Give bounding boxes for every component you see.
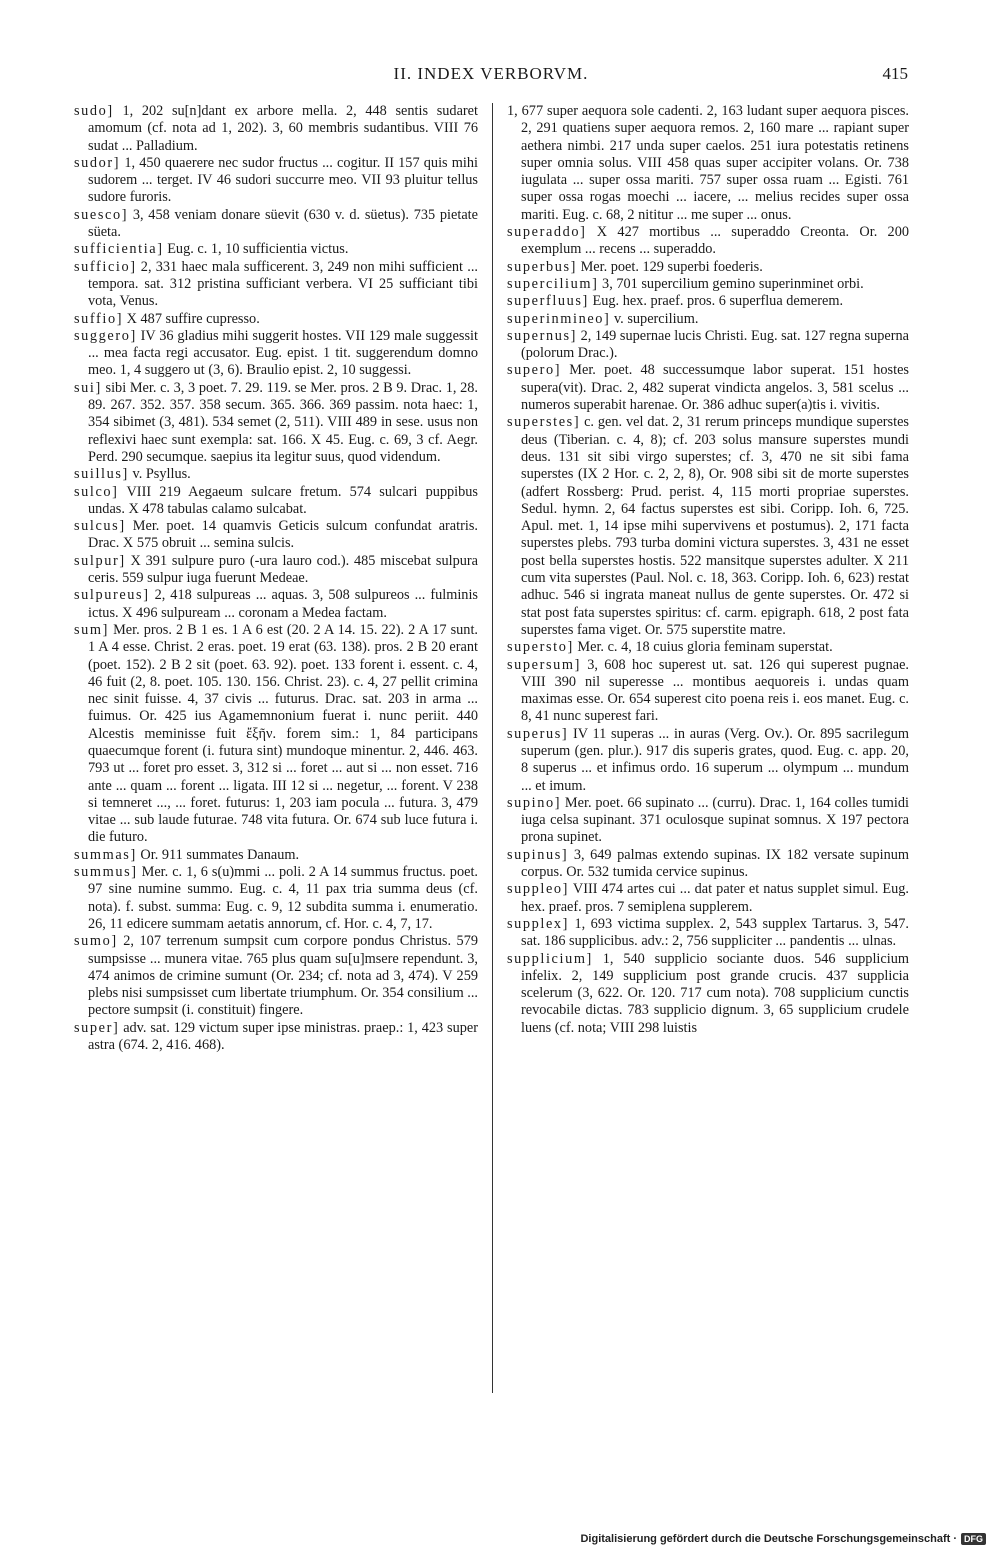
index-entry: [74, 518, 478, 553]
index-entry: [507, 951, 909, 1037]
index-entry: [74, 328, 478, 380]
headword: supino]: [507, 794, 562, 811]
index-entry: [507, 795, 909, 847]
index-entry: [74, 933, 478, 1019]
entry-text: Mer. poet. 14 quamvis Geticis sulcum confundat aratris. Drac. X 575 obruit ... semina sulcis.: [88, 518, 478, 552]
index-entry: [74, 622, 478, 847]
index-entry: [507, 293, 909, 310]
index-entry: [507, 847, 909, 882]
headword: supernus]: [507, 327, 577, 344]
headword: superstes]: [507, 414, 581, 431]
index-entry: [74, 587, 478, 622]
entry-text: v. Psyllus.: [128, 466, 191, 483]
footer-text: Digitalisierung gefördert durch die Deutsche Forschungsgemeinschaft ·: [580, 1533, 957, 1545]
index-entry: [74, 241, 478, 258]
entry-text: 3, 649 palmas extendo supinas. IX 182 versate supinum corpus. Or. 532 tumida cervice supinus.: [521, 846, 909, 881]
headword: sudo]: [74, 103, 114, 119]
entry-text: 1, 677 super aequora sole cadenti. 2, 163 ludant super aequora pisces. 2, 291 quatiens super aequora remos. 2, 160 mare ... rapiant super aethera nimbi. 217 unda super caelos. 251 iura potestatis retinens super omnia solus. VIII 458 quas super accipiter volans. Or. 738 iugulata ... super ossa mariti. 757 super ossa ruam ... Egisti. 761 super ossa rogas moechi ... iacere, ... melius recides super ossa mariti. Eug. c. 68, 2 nititur ... me super ... onus.: [507, 103, 909, 223]
index-entry: [507, 276, 909, 293]
entry-text: sibi Mer. c. 3, 3 poet. 7. 29. 119. se Mer. pros. 2 B 9. Drac. 1, 28. 89. 267. 352. 357. 358 secum. 365. 366. 369 passim. nota haec: 1, 354 sibimet (3, 481). 534 semet (2, 511). VIII 489 in sese. usus non reflexivi haec sunt exempla: sat. 166. X 45. Eug. c. 69, 3 cf. Aegr. Perd. 290 secumque. saepius ita legitur suus, quod videndum.: [88, 379, 478, 465]
headword: suesco]: [74, 206, 129, 223]
index-entry: [507, 224, 909, 259]
index-entry: [74, 311, 478, 328]
column-divider: [492, 103, 493, 1393]
entry-text: Mer. poet. 66 supinato ... (curru). Drac. 1, 164 colles tumidi iuga celsa supinant. 371 oculosque supinat somnus. X 197 pectora prona supinet.: [521, 794, 909, 846]
headword: sulpur]: [74, 552, 126, 569]
entry-text: X 391 sulpure puro (-ura lauro cod.). 485 miscebat sulpura ceris. 559 sulpur iuga fuerunt Medeae.: [88, 552, 478, 587]
entry-text: 2, 331 haec mala sufficerent. 3, 249 non mihi sufficient ... tempora. sat. 312 pristina sufficiant verbera. VI 25 sufficiant tibi vota, Venus.: [88, 258, 478, 310]
index-entry: [507, 259, 909, 276]
headword: suggero]: [74, 327, 137, 344]
index-entry: [507, 726, 909, 795]
index-entry: [74, 380, 478, 466]
left-column: [74, 103, 478, 1054]
index-entry: [74, 553, 478, 588]
headword: superbus]: [507, 258, 577, 275]
index-entry: [507, 881, 909, 916]
headword: sufficio]: [74, 258, 137, 275]
headword: supersum]: [507, 656, 581, 673]
entry-text: 3, 701 supercilium gemino superinminet orbi.: [598, 275, 864, 292]
headword: summus]: [74, 864, 138, 881]
entry-text: X 487 suffire cupresso.: [123, 310, 260, 327]
index-entry: [507, 311, 909, 328]
entry-text: Mer. c. 4, 18 cuius gloria feminam superstat.: [573, 639, 833, 656]
entry-text: Mer. pros. 2 B 1 es. 1 A 6 est (20. 2 A 14. 15. 22). 2 A 17 sunt. 1 A 4 esse. Christ. 2 eras. poet. 19 erat (63. 138). pros. 2 B 20 erant (poet. 152). 2 B 2 sit (poet. 63. 92). poet. 133 forent i. essent. c. 4, 46 fuit (2, 8. poet. 105. 130. 156. Christ. 23). c. 4, 27 pellit crimina nec sinit fuisse. 4, 37 civis ... futurus. Drac. sat. 203 in arma ... fuimus. Or. 425 ius Agamemnonium fuerat i. nunc periit. 440 Alcestis meminisse fuit ἔξῆν. forem sim.: 1, 84 participans quaecumque forent (i. futura sint) mundoque minentur. 2, 446. 463. 793 ut ... foret pro esset. 3, 312 si ... foret ... aut si ... non esset. 716 ante ... quam ... forent ... ligata. III 12 si ... negetur, ... forent. V 238 si temneret ..., ... foret. futurus: 1, 203 iam pocula ... futura. 3, 479 vitae ... sub laude futurae. 748 vita futura. Or. 674 sub luce futura i. die futuro.: [88, 621, 478, 846]
headword: sum]: [74, 621, 109, 638]
headword: superinmineo]: [507, 310, 611, 327]
index-entry: [74, 103, 478, 155]
index-entry: [507, 414, 909, 639]
entry-text: 1, 693 victima supplex. 2, 543 supplex Tartarus. 3, 547. sat. 186 supplicibus. adv.: 2, 756 suppliciter ... pandentis ... ulnas.: [521, 915, 909, 950]
headword: sudor]: [74, 154, 121, 171]
entry-text: 2, 107 terrenum sumpsit cum corpore pondus Christus. 579 sumpsisse ... munera vitae. 765 plus quam su[u]msere rependunt. 3, 474 animos de crimine sumunt (Or. 234; cf. nota ad 3, 474). V 259 plebs nisi sumpsisset cum libertate triumphum. Or. 354 consilium ... pectore sumpsit (i. constituit) fingere.: [88, 933, 478, 1019]
entry-text: Eug. hex. praef. pros. 6 superflua demerem.: [588, 293, 844, 310]
headword: sufficientia]: [74, 241, 164, 258]
footer-credit: [580, 1533, 986, 1545]
headword: superaddo]: [507, 224, 587, 241]
index-entry: [74, 484, 478, 519]
index-entry: [74, 847, 478, 864]
entry-text: Mer. c. 1, 6 s(u)mmi ... poli. 2 A 14 summus fructus. poet. 97 sine numine summo. Eug. c. 4, 11 pax tria summa deus (cf. nota). f. subst. summa: Eug. c. 9, 12 subdita summa i. enumeratio. 26, 11 edicere summam aetatis annorum, cf. Hor. c. 4, 7, 17.: [88, 864, 478, 932]
entry-text: 3, 608 hoc superest ut. sat. 126 qui superest pugnae. VIII 390 nil superesse ... montibus aequoreis i. undas quam maximas esse. Or. 654 superest cito poena reis i. eos manet. Eug. c. 8, 41 nunc superest fari.: [521, 656, 909, 725]
entry-text: X 427 mortibus ... superaddo Creonta. Or. 200 exemplum ... recens ... superaddo.: [521, 224, 909, 258]
headword: supinus]: [507, 846, 569, 863]
entry-text: Eug. c. 1, 10 sufficientia victus.: [163, 241, 349, 258]
headword: supplicium]: [507, 950, 593, 967]
index-entry: [507, 328, 909, 363]
entry-text: IV 36 gladius mihi suggerit hostes. VII 129 male suggessit ... mea facta regi accusator. Eug. epist. 1 tit. suggerendum domno meo. 1, 4 suggero ut (3, 6). Braulio epist. 2, 10 suggessi.: [88, 327, 478, 379]
section-title: II. INDEX VERBORVM.: [393, 64, 589, 83]
page-number: 415: [882, 64, 908, 83]
entry-text: 1, 450 quaerere nec sudor fructus ... cogitur. II 157 quis mihi sudorem ... terget. IV 46 sudori succurre meo. VII 93 pluitur tellus sudore furoris.: [88, 154, 478, 206]
index-entry: [74, 155, 478, 207]
headword: super]: [74, 1019, 120, 1036]
entry-text: c. gen. vel dat. 2, 31 rerum princeps mundique superstes deus (Tiberian. c. 4, 8); cf. 203 solus mansure superstes mundi deus. 131 sit sibi virgo superstes; cf. 3, 470 ne sit sibi fama superstes (IX 2 Hor. c. 2, 2, 8), Or. 908 sibi sit de morte superstes (adfert Rossberg: Prud. perist. 4, 115 morti propriae superstes. Sedul. hymn. 2, 64 factus superstes est sibi. Coripp. Ioh. 6, 725. Apul. met. 1, 14 ipse mihi supervivens et postumus). 2, 171 facta superstes plebs. 793 turba domini victura superstes. 3, 431 ne esset post bella superstes hostis. 522 mansitque superstes adulter. X 211 cum vita superstes (Paul. Nol. c. 18, 363. Coripp. Ioh. 6, 623) restat adhuc. 546 si ingrata maneat nullus de gente superstes. Or. 472 si stat post fata superstes spiritus: cf. carm. epigraph. 618, 2 post fata superstes fama viget. Or. 575 superstite matre.: [521, 414, 909, 638]
entry-text: Mer. poet. 129 superbi foederis.: [577, 258, 763, 275]
headword: supplex]: [507, 915, 570, 932]
headword: superstо]: [507, 639, 574, 656]
headword: suppleo]: [507, 881, 570, 898]
headword: superus]: [507, 725, 569, 742]
headword: suffio]: [74, 310, 124, 327]
entry-text: Mer. poet. 48 successumque labor superat. 151 hostes supera(vit). Drac. 2, 482 superat vindicta angelos. 3, 581 scelus ... numeros superabit harenae. Or. 386 adhuc super(a)tis i. vivitis.: [521, 362, 909, 414]
entry-text: IV 11 superas ... in auras (Verg. Ov.). Or. 895 sacrilegum superum (gen. plur.). 917 dis superis grates, quod. Eug. c. app. 20, 8 superus ... et infimus ordo. 16 superum ... olympum ... mundum ... et imum.: [521, 725, 909, 794]
index-entry: [74, 207, 478, 242]
entry-text: 2, 149 supernae lucis Christi. Eug. sat. 127 regna superna (polorum Drac.).: [521, 327, 909, 362]
index-entry: [507, 362, 909, 414]
index-entry: [507, 639, 909, 656]
headword: superfluus]: [507, 293, 589, 310]
index-entry: [74, 259, 478, 311]
index-entry: [74, 1020, 478, 1055]
headword: sulco]: [74, 483, 119, 500]
headword: supero]: [507, 362, 562, 379]
headword: supercilium]: [507, 275, 599, 292]
index-entry: [507, 916, 909, 951]
entry-text: VIII 219 Aegaeum sulcare fretum. 574 sulcari puppibus undas. X 478 tabulas calamo sulcabat.: [88, 483, 478, 517]
dfg-logo: DFG: [961, 1533, 986, 1545]
entry-text: VIII 474 artes cui ... dat pater et natus supplet simul. Eug. hex. praef. pros. 7 semiplena supplerem.: [521, 881, 909, 915]
entry-text: 2, 418 sulpureas ... aquas. 3, 508 sulpureos ... fulminis ictus. X 496 sulpuream ... coronam a Medea factam.: [88, 587, 478, 621]
running-header: [74, 64, 908, 88]
index-entry: [507, 103, 909, 224]
entry-text: 1, 202 su[n]dant ex arbore mella. 2, 448 sentis sudaret amomum (cf. nota ad 1, 202). 3, 60 membris sudantibus. VIII 76 sudat ... Palladium.: [88, 103, 478, 154]
headword: summas]: [74, 846, 137, 863]
headword: suillus]: [74, 466, 129, 483]
headword: sulcus]: [74, 518, 126, 535]
entry-text: 3, 458 veniam donare süevit (630 v. d. süetus). 735 pietate süeta.: [88, 206, 478, 241]
index-entry: [74, 466, 478, 483]
headword: sumo]: [74, 933, 118, 950]
entry-text: 1, 540 supplicio sociante duos. 546 supplicium infelix. 2, 149 supplicium post grande crucis. 437 supplicia scelerum (3, 622. Or. 120. 717 cum nota). 708 supplicium cunctis revocabile dictas. 783 supplicio dignum. 3, 65 supplicium crudele luens (cf. nota; VIII 298 luistis: [521, 950, 909, 1036]
entry-text: adv. sat. 129 victum super ipse ministras. praep.: 1, 423 super astra (674. 2, 416. 468).: [88, 1019, 478, 1054]
index-entry: [74, 864, 478, 933]
entry-text: Or. 911 summates Danaum.: [136, 846, 300, 863]
entry-text: v. supercilium.: [610, 310, 699, 327]
headword: sui]: [74, 379, 102, 396]
index-entry: [507, 657, 909, 726]
headword: sulpureus]: [74, 587, 150, 604]
right-column: [507, 103, 909, 1037]
